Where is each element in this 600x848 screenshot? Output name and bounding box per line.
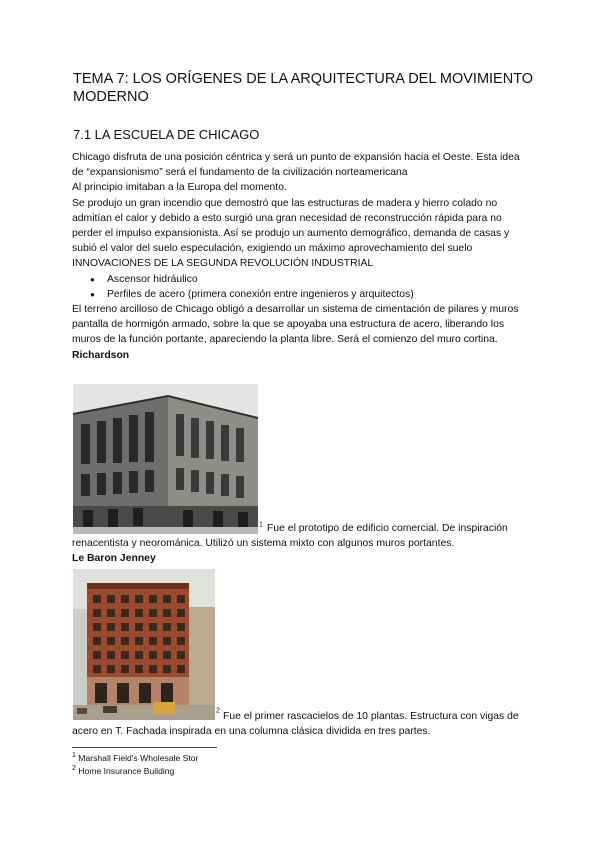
footnote-ref: 2 — [216, 707, 220, 715]
footnote-1 — [72, 752, 198, 764]
footnote-ref: 1 — [259, 521, 263, 529]
innovations-list — [72, 272, 532, 302]
footnote-number: 2 — [72, 765, 76, 773]
richardson-building-photo — [73, 384, 258, 534]
paragraph-2: Al principio imitaban a la Europa del momento. — [72, 182, 287, 194]
caption-text: Fue el primer rascacielos de 10 plantas. Estructura con vigas de acero en T. Fachada inspirada en una columna clásica dividida en tres partes. — [72, 711, 519, 738]
list-item: ● Ascensor hidráulico — [72, 272, 532, 287]
footnote-divider — [72, 747, 217, 748]
paragraph-4: El terreno arcilloso de Chicago obligó a desarrollar un sistema de cimentación de pilares y muros pantalla de hormigón armado, sobre la que se apoyaba una estructura de acero, liberando los muros de la función portante, apareciendo la planta libre. Será el comienzo del muro cortina. — [72, 304, 519, 346]
page-title: TEMA 7: LOS ORÍGENES DE LA ARQUITECTURA DEL MOVIMIENTO MODERNO — [73, 71, 534, 105]
innovations-heading: INNOVACIONES DE LA SEGUNDA REVOLUCIÓN INDUSTRIAL — [72, 258, 374, 270]
footnote-text: Marshall Field's Wholesale Stor — [78, 753, 199, 763]
jenney-heading: Le Baron Jenney — [72, 553, 156, 565]
caption-text: Fue el prototipo de edificio comercial. De inspiración renacentista y neorománica. Utilizó un sistema mixto con algunos muros portantes. — [72, 523, 508, 550]
list-item: ● Perfiles de acero (primera conexión entre ingenieros y arquitectos) — [72, 287, 532, 302]
footnote-2 — [72, 765, 174, 777]
jenney-building-photo — [73, 569, 215, 720]
paragraph-3: Se produjo un gran incendio que demostró que las estructuras de madera y hierro colado no admitían el calor y debido a esto surgió una gran necesidad de reconstrucción rápida para no perder el impulso expansionista. Así se produjo un aumento demográfico, demanda de casas y subió el valor del suelo especulación, exigiendo un máximo aprovechamiento del suelo — [72, 197, 510, 255]
jenney-caption — [72, 709, 532, 739]
footnote-text: Home Insurance Building — [78, 766, 175, 776]
footnote-number: 1 — [72, 752, 76, 760]
section-heading: 7.1 LA ESCUELA DE CHICAGO — [73, 127, 260, 142]
paragraph-1: Chicago disfruta de una posición céntrica y será un punto de expansión hacia el Oeste. Esta idea de “expansionismo” será el fundamento de la civilización norteamericana — [72, 152, 520, 179]
richardson-caption — [72, 521, 532, 567]
body-text — [72, 150, 532, 363]
richardson-heading: Richardson — [72, 349, 130, 361]
